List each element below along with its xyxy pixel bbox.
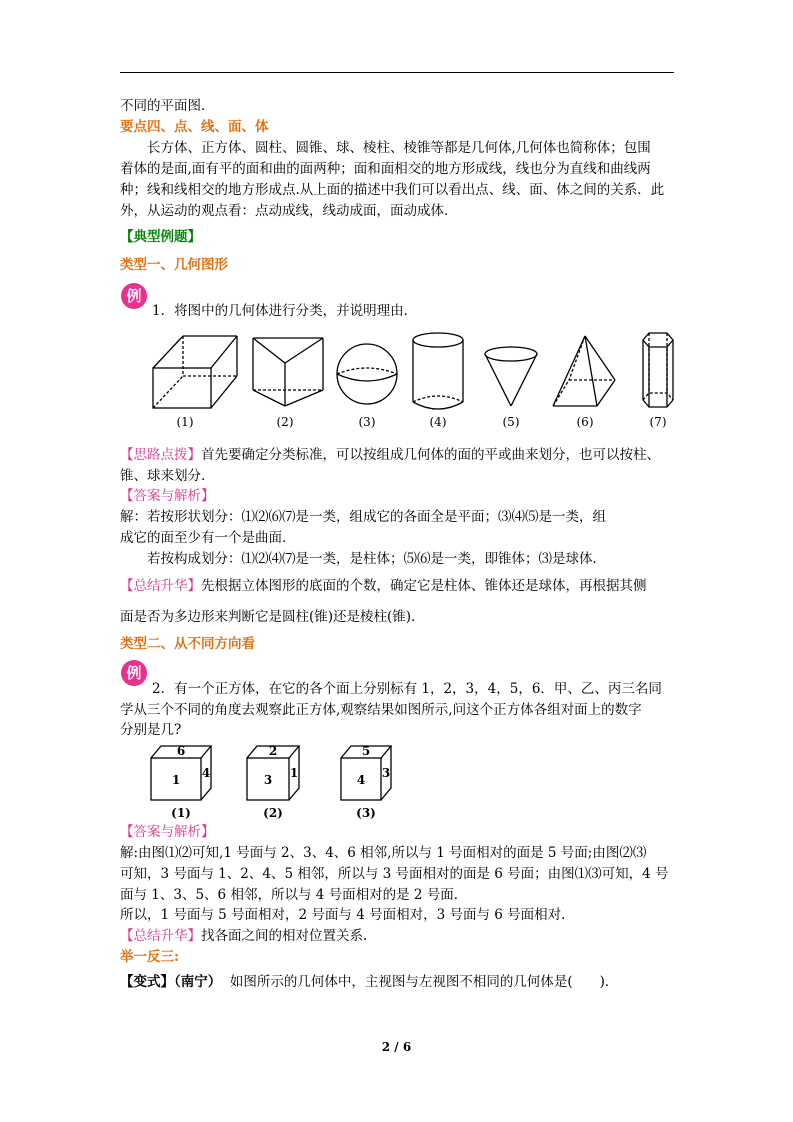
type2-question-1: 2．有一个正方体，在它的各个面上分别标有 1，2，3，4，5，6．甲、乙、丙三名同 bbox=[152, 681, 662, 697]
intro-text: 不同的平面图． bbox=[120, 98, 215, 114]
summary-label-1: 【总结升华】 bbox=[120, 578, 201, 594]
hint-label: 【思路点拨】 bbox=[120, 447, 201, 463]
answer2-line-2: 可知，3 号面与 1、2、4、5 相邻，所以与 3 号面相对的面是 6 号面；由图⑴⑶可知，4 号 bbox=[120, 866, 669, 882]
variant-question: 如图所示的几何体中，主视图与左视图不相同的几何体是( )． bbox=[229, 974, 619, 990]
practice-heading: 举一反三: bbox=[120, 949, 179, 965]
summary-text-1: 先根据立体图形的底面的个数，确定它是柱体、锥体还是球体，再根据其侧 bbox=[201, 578, 647, 594]
answer2-line-3: 面与 1、3、5、6 相邻，所以与 4 号面相对的是 2 号面． bbox=[120, 887, 468, 903]
answer2-line-1: 解:由图⑴⑵可知,1 号面与 2、3、4、6 相邻,所以与 1 号面相对的面是 5 号面;由图⑵⑶ bbox=[120, 845, 647, 861]
summary-line-1 bbox=[120, 576, 680, 596]
section4-heading: 要点四、点、线、面、体 bbox=[120, 119, 269, 135]
cube-3-front: 4 bbox=[356, 773, 366, 787]
page-number: 2 / 6 bbox=[381, 1040, 412, 1054]
cube-2-side: 1 bbox=[289, 766, 299, 780]
answer-label-1: 【答案与解析】 bbox=[120, 488, 215, 504]
answer2-line-4: 所以，1 号面与 5 号面相对，2 号面与 4 号面相对，3 号面与 6 号面相对． bbox=[120, 907, 575, 923]
cube-2-top: 2 bbox=[268, 744, 278, 758]
solids-figure bbox=[145, 328, 685, 433]
hint-text-2: 锥、球来划分. bbox=[120, 468, 206, 484]
variant-line bbox=[120, 972, 680, 992]
example-badge-2: 例 bbox=[121, 660, 147, 686]
pyramid-shape bbox=[553, 336, 615, 406]
cube-3-side: 3 bbox=[381, 766, 391, 780]
hint-text-1: 首先要确定分类标准，可以按组成几何体的面的平或曲来划分，也可以按柱、 bbox=[201, 447, 660, 463]
figure-label-5: (5) bbox=[502, 415, 520, 429]
answer1-line-3: 若按构成划分：⑴⑵⑷⑺是一类，是柱体；⑸⑹是一类，即锥体；⑶是球体． bbox=[147, 551, 606, 567]
variant-label: 【变式】 bbox=[120, 974, 174, 990]
answer-label-2: 【答案与解析】 bbox=[120, 824, 215, 840]
triangular-prism-shape bbox=[253, 338, 323, 406]
section4-p3: 种；线和线相交的地方形成点.从上面的描述中我们可以看出点、线、面、体之间的关系．此 bbox=[120, 182, 665, 198]
cube-2-label: (2) bbox=[263, 806, 283, 820]
examples-heading: 【典型例题】 bbox=[120, 229, 201, 245]
summary-line-2 bbox=[120, 926, 680, 946]
cube-3-top: 5 bbox=[361, 744, 371, 758]
section4-p4: 外，从运动的观点看：点动成线，线动成面，面动成体． bbox=[120, 203, 458, 219]
section4-p1: 长方体、正方体、圆柱、圆锥、球、棱柱、棱锥等都是几何体,几何体也简称体；包围 bbox=[147, 140, 651, 156]
cube-1-front: 1 bbox=[171, 773, 181, 787]
type2-heading: 类型二、从不同方向看 bbox=[120, 636, 255, 652]
hint-line-1 bbox=[120, 445, 680, 465]
summary-text-2b: 找各面之间的相对位置关系. bbox=[201, 928, 368, 944]
cylinder-shape bbox=[413, 333, 463, 409]
sphere-shape bbox=[337, 344, 397, 404]
header-rule bbox=[120, 72, 674, 73]
cube-1-top: 6 bbox=[176, 744, 186, 758]
cubes-figure bbox=[145, 740, 415, 822]
cuboid-shape bbox=[153, 336, 237, 408]
type2-question-2: 学从三个不同的角度去观察此正方体,观察结果如图所示,问这个正方体各组对面上的数字 bbox=[120, 702, 642, 718]
cube-2-front: 3 bbox=[263, 773, 273, 787]
figure-label-4: (4) bbox=[429, 415, 447, 429]
section4-p2: 着体的是面,面有平的面和曲的面两种；面和面相交的地方形成线，线也分为直线和曲线两 bbox=[120, 161, 651, 177]
figure-label-7: (7) bbox=[649, 415, 667, 429]
figure-label-6: (6) bbox=[576, 415, 594, 429]
answer1-line-1: 解：若按形状划分：⑴⑵⑹⑺是一类，组成它的各面全是平面；⑶⑷⑸是一类，组 bbox=[120, 509, 606, 525]
type1-heading: 类型一、几何图形 bbox=[120, 257, 228, 273]
type2-question-3: 分别是几? bbox=[120, 722, 182, 738]
example-badge-1: 例 bbox=[121, 283, 147, 309]
figure-label-2: (2) bbox=[276, 415, 294, 429]
variant-source: （南宁） bbox=[174, 974, 222, 990]
cube-1-side: 4 bbox=[201, 766, 211, 780]
cube-3-label: (3) bbox=[356, 806, 376, 820]
cube-1-label: (1) bbox=[171, 806, 191, 820]
summary-label-2: 【总结升华】 bbox=[120, 928, 201, 944]
figure-label-3: (3) bbox=[358, 415, 376, 429]
figure-label-1: (1) bbox=[176, 415, 194, 429]
answer1-line-2: 成它的面至少有一个是曲面． bbox=[120, 530, 296, 546]
type1-question: 1．将图中的几何体进行分类，并说明理由． bbox=[152, 303, 418, 319]
hexagonal-prism-shape bbox=[643, 333, 673, 407]
summary-text-2: 面是否为多边形来判断它是圆柱(锥)还是棱柱(锥)． bbox=[120, 609, 425, 625]
cone-shape bbox=[485, 347, 537, 406]
